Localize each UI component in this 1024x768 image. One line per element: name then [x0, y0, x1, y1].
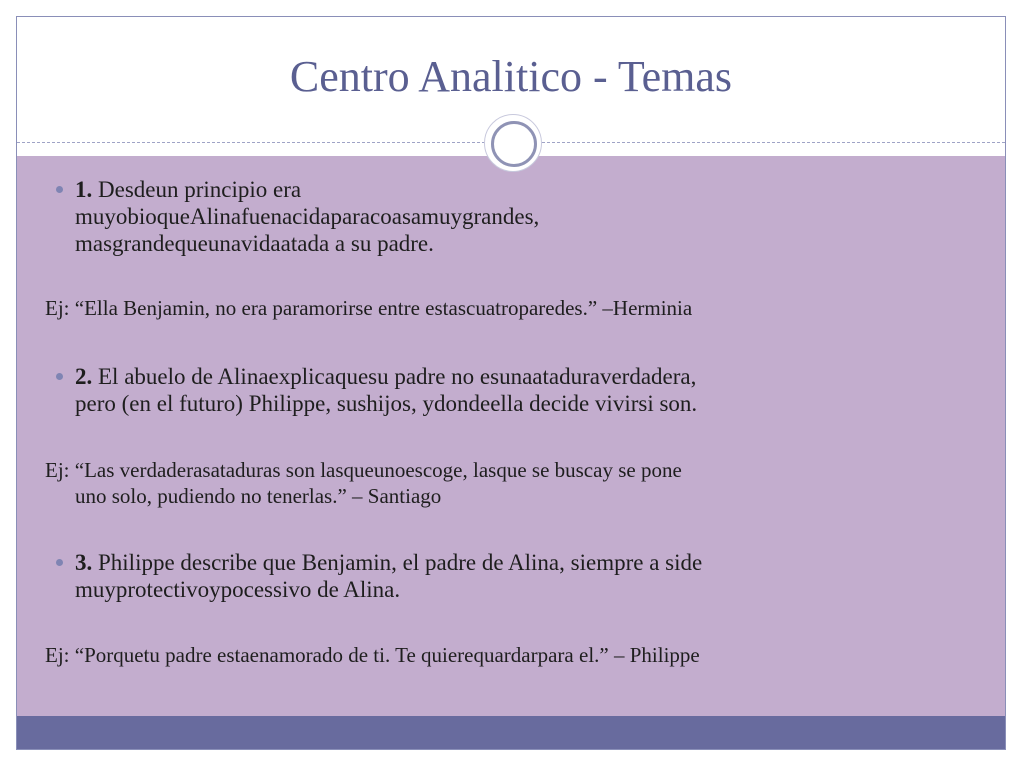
slide — [16, 16, 1006, 750]
example-line: uno solo, pudiendo no tenerlas.” – Santiago — [75, 484, 442, 508]
item-line: masgrandequeunavidaatada a su padre. — [75, 231, 434, 256]
slide-title: Centro Analitico - Temas — [289, 52, 733, 101]
item-line: Philippe describe que Benjamin, el padre de Alina, siempre a side — [98, 550, 703, 575]
item-line: Desdeun principio era — [98, 177, 302, 202]
item-line: muyobioqueAlinafuenacidaparacoasamuygrandes, — [75, 204, 540, 229]
example-text — [45, 642, 965, 668]
decorative-circle-icon — [484, 114, 542, 172]
footer-bar — [17, 716, 1005, 749]
content-panel — [17, 156, 1005, 716]
bullet-text — [45, 176, 975, 257]
bullet-icon — [56, 559, 63, 566]
example-2 — [45, 457, 965, 509]
example-text — [45, 295, 965, 321]
item-number: 3. — [75, 550, 93, 575]
bullet-item-1 — [45, 176, 975, 257]
bullet-text — [45, 549, 975, 603]
example-line: Ej: “Ella Benjamin, no era paramorirse entre estascuatroparedes.” –Herminia — [45, 296, 693, 320]
bullet-item-3 — [45, 549, 975, 603]
example-line: Ej: “Las verdaderasataduras son lasqueunoescoge, lasque se buscay se pone — [45, 458, 682, 482]
example-text — [45, 457, 965, 509]
example-3 — [45, 642, 965, 668]
decorative-ring — [491, 121, 537, 167]
bullet-text — [45, 363, 975, 417]
item-line: muyprotectivoypocessivo de Alina. — [75, 577, 401, 602]
example-line: Ej: “Porquetu padre estaenamorado de ti. Te quierequardarpara el.” – Philippe — [45, 643, 700, 667]
bullet-icon — [56, 186, 63, 193]
example-1 — [45, 295, 965, 321]
bullet-icon — [56, 373, 63, 380]
item-line: El abuelo de Alinaexplicaquesu padre no esunaataduraverdadera, — [98, 364, 697, 389]
item-number: 1. — [75, 177, 93, 202]
item-line: pero (en el futuro) Philippe, sushijos, ydondeella decide vivirsi son. — [75, 391, 698, 416]
item-number: 2. — [75, 364, 93, 389]
bullet-item-2 — [45, 363, 975, 417]
